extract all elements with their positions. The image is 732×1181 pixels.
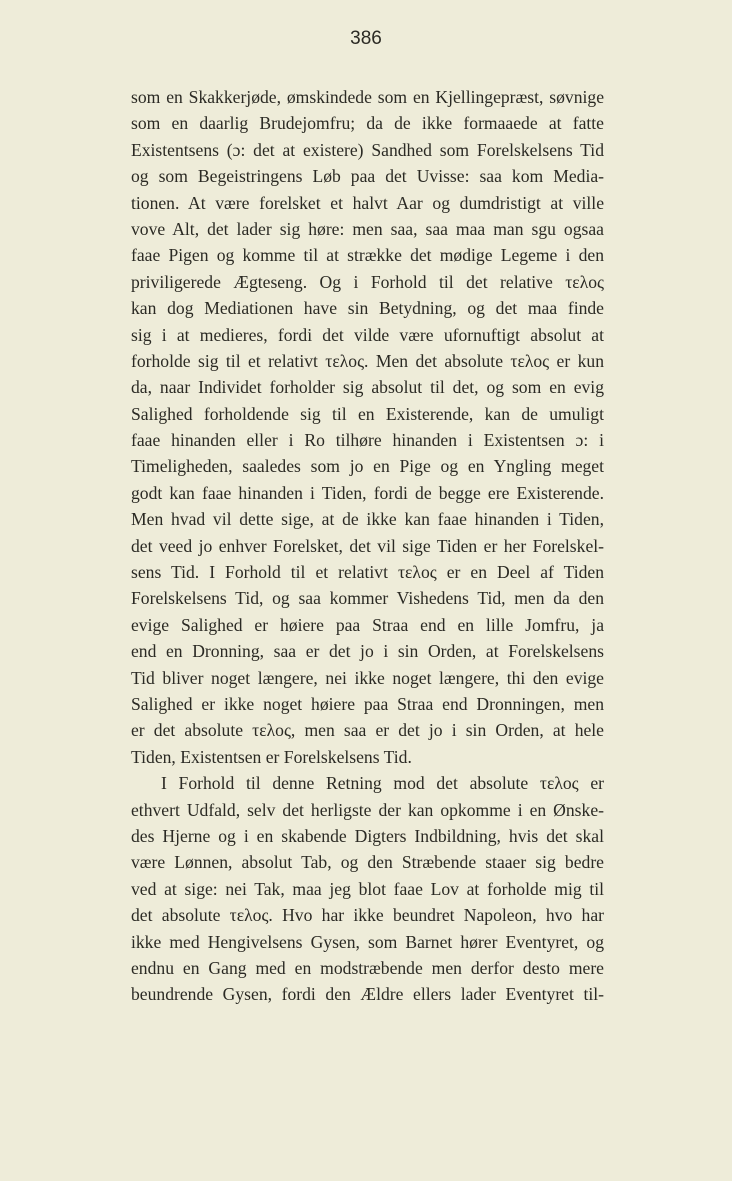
text-line: det veed jo enhver Forelsket, det vil sige Tiden er her Forelskel- [131,535,604,556]
text-line: forholde sig til et relativt τελος. Men det absolute τελος er kun [131,350,604,371]
text-line: Tid bliver noget længere, nei ikke noget længere, thi den evige [131,667,604,688]
text-line: og som Begeistringens Løb paa det Uvisse: saa kom Media- [131,166,604,187]
text-line: tionen. At være forelsket et halvt Aar og dumdristigt at ville [131,192,604,213]
text-line: da, naar Individet forholder sig absolut til det, og som en evig [131,377,604,398]
text-line: er det absolute τελος, men saa er det jo i sin Orden, at hele [131,720,604,741]
text-line: vove Alt, det lader sig høre: men saa, saa maa man sgu ogsaa [131,218,604,239]
page-number: 386 [350,28,382,49]
text-line: godt kan faae hinanden i Tiden, fordi de begge ere Existerende. [131,482,604,503]
text-line: faae Pigen og komme til at strække det mødige Legeme i den [131,245,604,266]
text-line: Timeligheden, saaledes som jo en Pige og en Yngling meget [131,456,604,477]
text-line: ved at sige: nei Tak, maa jeg blot faae Lov at forholde mig til [131,878,604,899]
text-line: Existentsens (ɔ: det at existere) Sandhed som Forelskelsens Tid [131,139,604,160]
text-line: Forelskelsens Tid, og saa kommer Vishedens Tid, men da den [131,588,604,609]
text-line: Salighed forholdende sig til en Existerende, kan de umuligt [131,403,604,424]
text-line: beundrende Gysen, fordi den Ældre ellers lader Eventyret til- [131,984,604,1005]
text-line: I Forhold til denne Retning mod det absolute τελος er [161,773,604,794]
text-line: være Lønnen, absolut Tab, og den Stræbende staaer sig bedre [131,852,604,873]
text-line: end en Dronning, saa er det jo i sin Orden, at Forelskelsens [131,641,604,662]
text-line: Tiden, Existentsen er Forelskelsens Tid. [131,746,412,767]
text-line: Men hvad vil dette sige, at de ikke kan faae hinanden i Tiden, [131,509,604,530]
text-line: som en daarlig Brudejomfru; da de ikke formaaede at fatte [131,113,604,134]
text-line: priviligerede Ægteseng. Og i Forhold til det relative τελος [131,271,604,292]
text-line: som en Skakkerjøde, ømskindede som en Kjellingepræst, søvnige [131,87,604,107]
text-line: des Hjerne og i en skabende Digters Indbildning, hvis det skal [131,825,604,846]
text-line: kan dog Mediationen have sin Betydning, og det maa finde [131,298,604,319]
text-line: Salighed er ikke noget høiere paa Straa end Dronningen, men [131,693,604,714]
text-line: ethvert Udfald, selv det herligste der kan opkomme i en Ønske- [131,799,604,820]
body-text [131,84,604,1008]
text-line: faae hinanden eller i Ro tilhøre hinanden i Existentsen ɔ: i [131,430,604,451]
text-line: sig i at medieres, fordi det vilde være ufornuftigt absolut at [131,324,604,345]
text-line: sens Tid. I Forhold til et relativt τελος er en Deel af Tiden [131,562,604,583]
text-line: ikke med Hengivelsens Gysen, som Barnet hører Eventyret, og [131,931,604,952]
text-line: det absolute τελος. Hvo har ikke beundret Napoleon, hvo har [131,905,604,926]
text-line: endnu en Gang med en modstræbende men derfor desto mere [131,957,604,978]
text-line: evige Salighed er høiere paa Straa end en lille Jomfru, ja [131,614,604,635]
